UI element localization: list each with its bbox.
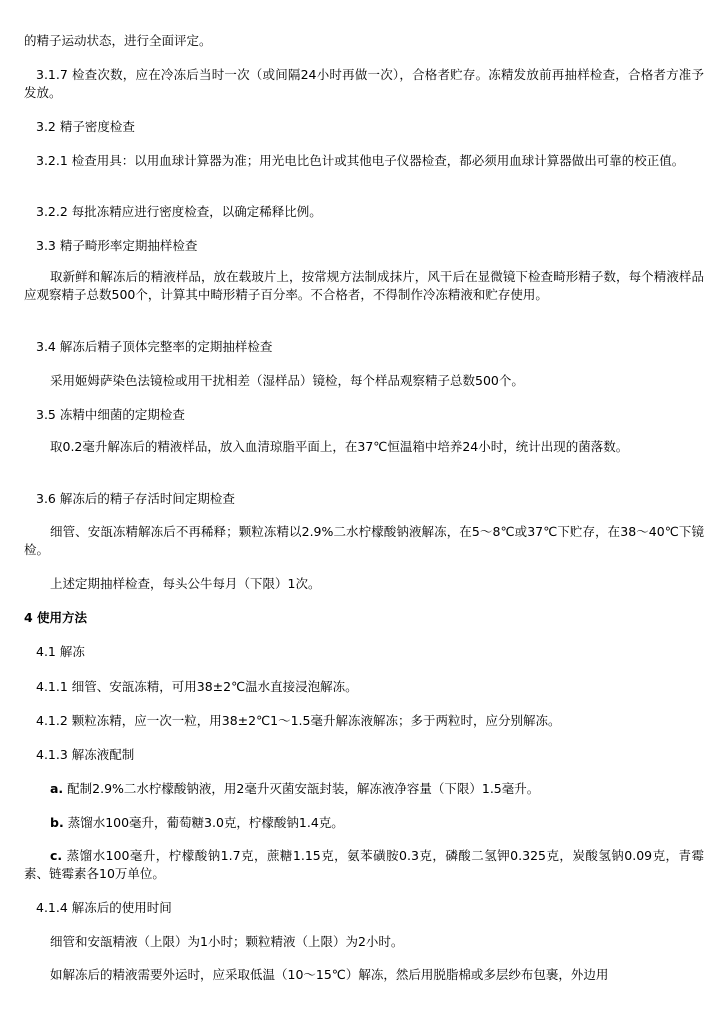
heading-3-2: 3.2 精子密度检查: [36, 119, 135, 134]
heading-3-4: 3.4 解冻后精子顶体完整率的定期抽样检查: [36, 339, 273, 354]
heading-3-5: 3.5 冻精中细菌的定期检查: [36, 407, 185, 422]
list-item-c: [24, 847, 704, 883]
paragraph-3-6-body: 细管、安瓿冻精解冻后不再稀释；颗粒冻精以2.9%二水柠檬酸钠液解冻，在5～8℃或37℃下贮存，在38～40℃下镜检。: [24, 524, 704, 557]
heading-3-3: 3.3 精子畸形率定期抽样检查: [36, 238, 198, 253]
heading-3-6: 3.6 解冻后的精子存活时间定期检查: [36, 491, 235, 506]
list-text-a: 配制2.9%二水柠檬酸钠液，用2毫升灭菌安瓿封装，解冻液净容量（下限）1.5毫升。: [67, 781, 540, 796]
list-item-a: [50, 780, 724, 798]
clause-3-2-2: 3.2.2 每批冻精应进行密度检查，以确定稀释比例。: [36, 204, 322, 219]
heading-4-1-4: 4.1.4 解冻后的使用时间: [36, 900, 172, 915]
section-4-heading: 4 使用方法: [24, 610, 88, 625]
list-text-b: 蒸馏水100毫升，葡萄糖3.0克，柠檬酸钠1.4克。: [67, 815, 344, 830]
clause-4-1-2: 4.1.2 颗粒冻精，应一次一粒，用38±2℃1～1.5毫升解冻液解冻；多于两粒时，应分别解冻。: [36, 713, 561, 728]
heading-4-1: 4.1 解冻: [36, 644, 85, 659]
clause-3-1-7: 3.1.7 检查次数，应在冷冻后当时一次（或间隔24小时再做一次），合格者贮存。冻精发放前再抽样检查，合格者方准予发放。: [24, 67, 704, 100]
paragraph-sampling-frequency: 上述定期抽样检查，每头公牛每月（下限）1次。: [50, 576, 321, 591]
heading-4-1-3: 4.1.3 解冻液配制: [36, 747, 135, 762]
list-item-b: [50, 814, 724, 832]
list-text-c: 蒸馏水100毫升，柠檬酸钠1.7克，蔗糖1.15克，氨苯磺胺0.3克，磷酸二氢钾0.325克，炭酸氢钠0.09克，青霉素、链霉素各10万单位。: [24, 848, 704, 881]
list-label-a: a.: [50, 781, 64, 796]
clause-3-2-1: 3.2.1 检查用具：以用血球计算器为准；用光电比色计或其他电子仪器检查，都必须用血球计算器做出可靠的校正值。: [36, 153, 685, 168]
list-label-c: c.: [50, 848, 63, 863]
paragraph-4-1-4-body: 细管和安瓿精液（上限）为1小时；颗粒精液（上限）为2小时。: [50, 934, 404, 949]
paragraph-3-3-body: 取新鲜和解冻后的精液样品，放在载玻片上，按常规方法制成抹片，风干后在显微镜下检查畸形精子数，每个精液样品应观察精子总数500个，计算其中畸形精子百分率。不合格者，不得制作冷冻精液和贮存使用。: [24, 269, 704, 302]
paragraph-3-4-body: 采用姬姆萨染色法镜检或用干扰相差（湿样品）镜检，每个样品观察精子总数500个。: [50, 373, 524, 388]
list-label-b: b.: [50, 815, 64, 830]
clause-4-1-1: 4.1.1 细管、安瓿冻精，可用38±2℃温水直接浸泡解冻。: [36, 679, 358, 694]
paragraph-3-5-body: 取0.2毫升解冻后的精液样品，放入血清琼脂平面上，在37℃恒温箱中培养24小时，统计出现的菌落数。: [50, 439, 629, 454]
paragraph-continuation: 的精子运动状态，进行全面评定。: [24, 33, 212, 48]
paragraph-transport: 如解冻后的精液需要外运时，应采取低温（10～15℃）解冻，然后用脱脂棉或多层纱布包裹，外边用: [50, 967, 609, 982]
